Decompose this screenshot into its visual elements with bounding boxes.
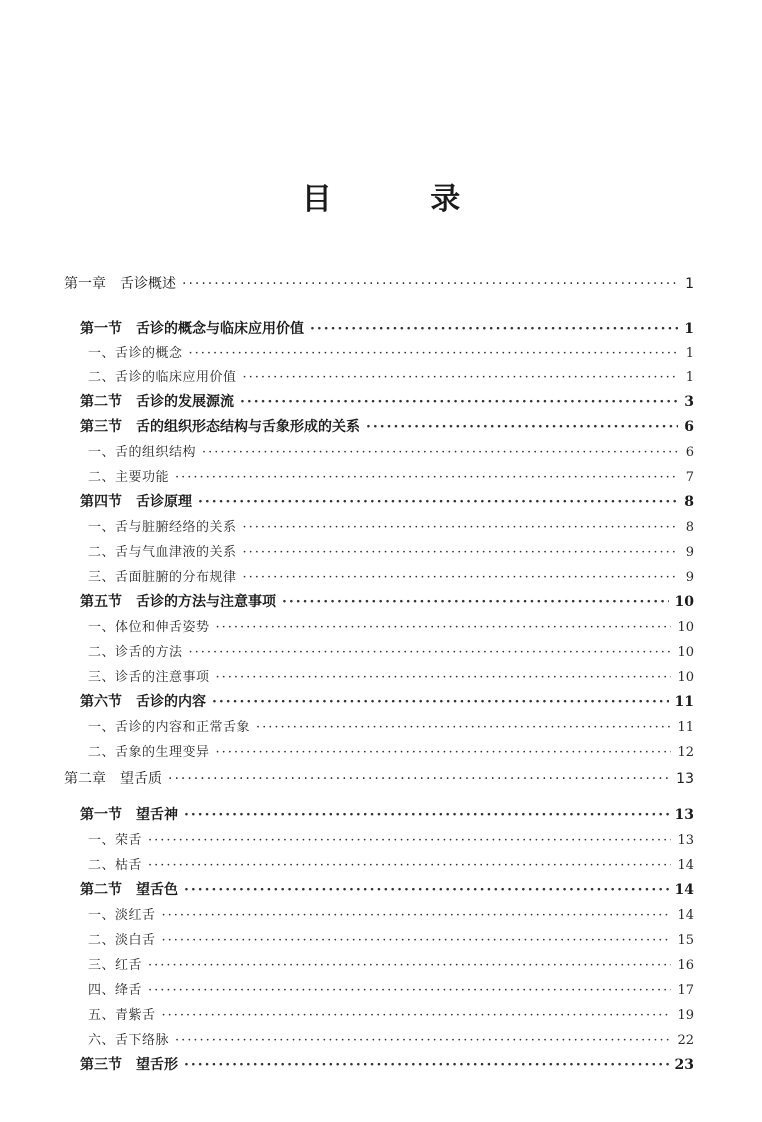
toc-page-number: 14 xyxy=(677,858,694,873)
toc-entry-item[interactable] xyxy=(88,566,694,585)
toc-page-number: 19 xyxy=(677,1008,694,1023)
toc-leader-dots xyxy=(216,670,672,685)
toc-entry-label xyxy=(80,416,360,436)
toc-page-number: 3 xyxy=(684,394,694,410)
toc-page-number: 9 xyxy=(685,570,694,585)
toc-leader-dots xyxy=(175,470,678,485)
toc-entry-item[interactable] xyxy=(88,854,694,873)
toc-entry-label xyxy=(88,1004,156,1023)
toc-entry-label xyxy=(80,804,178,824)
toc-entry-section[interactable] xyxy=(80,804,694,824)
toc-entry-number: 第六节 xyxy=(80,694,122,710)
toc-entry-chapter[interactable] xyxy=(64,273,694,293)
toc-entry-label xyxy=(80,591,276,611)
toc-page-number: 1 xyxy=(684,321,694,337)
toc-leader-dots xyxy=(148,833,671,848)
toc-entry-number: 第五节 xyxy=(80,594,122,610)
toc-entry-label xyxy=(88,979,142,998)
toc-leader-dots xyxy=(148,858,671,873)
toc-entry-item[interactable] xyxy=(88,342,694,361)
toc-entry-section[interactable] xyxy=(80,1054,694,1074)
toc-entry-label xyxy=(80,391,234,411)
toc-entry-number: 第一节 xyxy=(80,807,122,823)
toc-entry-title: 舌诊的概念与临床应用价值 xyxy=(136,321,304,337)
toc-entry-number: 第二节 xyxy=(80,882,122,898)
toc-leader-dots xyxy=(189,346,678,361)
toc-leader-dots xyxy=(310,321,678,337)
toc-entry-title: 舌诊概述 xyxy=(120,276,176,292)
toc-page-number: 13 xyxy=(674,807,694,823)
toc-entry-title: 六、舌下络脉 xyxy=(88,1033,170,1048)
toc-entry-title: 一、舌诊的内容和正常舌象 xyxy=(88,720,251,735)
toc-entry-number: 第一节 xyxy=(80,321,122,337)
toc-leader-dots xyxy=(148,983,671,998)
toc-entry-label xyxy=(88,641,183,660)
toc-page-number: 10 xyxy=(677,670,694,685)
toc-page-number: 12 xyxy=(677,745,694,760)
toc-entry-number: 第三节 xyxy=(80,419,122,435)
toc-page-number: 13 xyxy=(677,833,694,848)
toc-entry-item[interactable] xyxy=(88,904,694,923)
toc-entry-title: 一、荣舌 xyxy=(88,833,143,848)
toc-leader-dots xyxy=(202,445,678,460)
toc-entry-title: 五、青紫舌 xyxy=(88,1008,156,1023)
toc-page-number: 6 xyxy=(685,445,694,460)
toc-page-number: 10 xyxy=(677,645,694,660)
toc-entry-item[interactable] xyxy=(88,979,694,998)
toc-page-number: 10 xyxy=(674,594,694,610)
toc-entry-title: 二、主要功能 xyxy=(88,470,170,485)
toc-entry-title: 三、舌面脏腑的分布规律 xyxy=(88,570,237,585)
toc-entry-item[interactable] xyxy=(88,829,694,848)
toc-entry-label xyxy=(80,879,178,899)
toc-page-number: 15 xyxy=(677,933,694,948)
toc-page-number: 7 xyxy=(685,470,694,485)
toc-leader-dots xyxy=(366,419,678,435)
toc-entry-label xyxy=(88,929,156,948)
toc-entry-item[interactable] xyxy=(88,954,694,973)
toc-entry-title: 一、体位和伸舌姿势 xyxy=(88,620,210,635)
toc-entry-label xyxy=(88,566,237,585)
toc-page-number: 1 xyxy=(685,276,694,292)
toc-leader-dots xyxy=(162,933,672,948)
toc-page-number: 1 xyxy=(685,370,694,385)
toc-entry-title: 一、淡红舌 xyxy=(88,908,156,923)
toc-leader-dots xyxy=(184,807,669,823)
toc-entry-item[interactable] xyxy=(88,616,694,635)
toc-entry-number: 第二章 xyxy=(64,771,106,787)
toc-page-number: 11 xyxy=(674,694,694,710)
toc-entry-label xyxy=(80,1054,178,1074)
toc-entry-title: 四、绛舌 xyxy=(88,983,143,998)
toc-leader-dots xyxy=(189,645,672,660)
toc-entry-item[interactable] xyxy=(88,466,694,485)
toc-page-number: 11 xyxy=(677,720,694,735)
toc-entry-label xyxy=(88,741,210,760)
toc-entry-number: 第一章 xyxy=(64,276,106,292)
toc-entry-title: 三、红舌 xyxy=(88,958,143,973)
toc-entry-section[interactable] xyxy=(80,491,694,511)
toc-page-number: 14 xyxy=(674,882,694,898)
toc-entry-title: 二、舌与气血津液的关系 xyxy=(88,545,237,560)
toc-leader-dots xyxy=(256,720,671,735)
toc-entry-label xyxy=(80,318,304,338)
toc-leader-dots xyxy=(243,520,678,535)
toc-entry-title: 三、诊舌的注意事项 xyxy=(88,670,210,685)
toc-page-number: 9 xyxy=(685,545,694,560)
toc-page-number: 23 xyxy=(674,1057,694,1073)
toc-leader-dots xyxy=(212,694,669,710)
toc-entry-section[interactable] xyxy=(80,591,694,611)
toc-entry-number: 第三节 xyxy=(80,1057,122,1073)
toc-page-number: 1 xyxy=(685,346,694,361)
toc-leader-dots xyxy=(198,494,678,510)
toc-entry-title: 一、舌诊的概念 xyxy=(88,346,183,361)
toc-leader-dots xyxy=(175,1033,671,1048)
toc-page-number: 22 xyxy=(677,1033,694,1048)
toc-entry-item[interactable] xyxy=(88,666,694,685)
page-title: 目 录 xyxy=(301,182,505,217)
toc-entry-number: 第二节 xyxy=(80,394,122,410)
toc-entry-title: 望舌质 xyxy=(120,771,162,787)
toc-entry-chapter[interactable] xyxy=(64,768,694,788)
toc-leader-dots xyxy=(162,1008,672,1023)
toc-leader-dots xyxy=(182,276,678,292)
toc-entry-title: 望舌神 xyxy=(136,807,178,823)
toc-entry-label xyxy=(88,954,142,973)
toc-leader-dots xyxy=(184,1057,669,1073)
toc-leader-dots xyxy=(243,570,678,585)
toc-entry-section[interactable] xyxy=(80,691,694,711)
toc-entry-item[interactable] xyxy=(88,1029,694,1048)
toc-entry-item[interactable] xyxy=(88,641,694,660)
toc-entry-label xyxy=(88,541,237,560)
toc-entry-label xyxy=(64,768,162,788)
toc-leader-dots xyxy=(148,958,671,973)
toc-entry-title: 二、舌象的生理变异 xyxy=(88,745,210,760)
toc-entry-label xyxy=(88,666,210,685)
toc-leader-dots xyxy=(240,394,678,410)
toc-entry-item[interactable] xyxy=(88,741,694,760)
toc-entry-title: 二、舌诊的临床应用价值 xyxy=(88,370,237,385)
toc-entry-label xyxy=(88,1029,169,1048)
toc-entry-label xyxy=(88,366,237,385)
toc-leader-dots xyxy=(282,594,669,610)
toc-page-number: 16 xyxy=(677,958,694,973)
toc-entry-item[interactable] xyxy=(88,516,694,535)
toc-entry-title: 望舌形 xyxy=(136,1057,178,1073)
toc-entry-title: 舌的组织形态结构与舌象形成的关系 xyxy=(136,419,360,435)
toc-entry-section[interactable] xyxy=(80,416,694,436)
toc-entry-item[interactable] xyxy=(88,541,694,560)
toc-page-number: 17 xyxy=(677,983,694,998)
toc-entry-label xyxy=(88,516,237,535)
toc-leader-dots xyxy=(168,771,670,787)
toc-entry-item[interactable] xyxy=(88,716,694,735)
toc-leader-dots xyxy=(184,882,669,898)
toc-entry-section[interactable] xyxy=(80,318,694,338)
toc-entry-number: 第四节 xyxy=(80,494,122,510)
toc-entry-label xyxy=(88,829,142,848)
toc-entry-item[interactable] xyxy=(88,366,694,385)
toc-page-number: 6 xyxy=(684,419,694,435)
toc-entry-item[interactable] xyxy=(88,441,694,460)
toc-leader-dots xyxy=(162,908,672,923)
toc-entry-title: 舌诊的发展源流 xyxy=(136,394,234,410)
toc-page-number: 14 xyxy=(677,908,694,923)
toc-entry-label xyxy=(80,691,206,711)
toc-entry-title: 舌诊的方法与注意事项 xyxy=(136,594,276,610)
toc-entry-label xyxy=(88,441,196,460)
toc-entry-title: 一、舌的组织结构 xyxy=(88,445,197,460)
toc-entry-label xyxy=(88,716,250,735)
toc-entry-label xyxy=(88,342,183,361)
toc-entry-label xyxy=(64,273,176,293)
toc-entry-title: 二、淡白舌 xyxy=(88,933,156,948)
toc-entry-title: 二、枯舌 xyxy=(88,858,143,873)
toc-leader-dots xyxy=(216,620,672,635)
toc-entry-label xyxy=(88,466,169,485)
toc-page-number: 8 xyxy=(685,520,694,535)
toc-entry-label xyxy=(88,904,156,923)
toc-leader-dots xyxy=(216,745,672,760)
toc-entry-title: 二、诊舌的方法 xyxy=(88,645,183,660)
toc-entry-label xyxy=(88,616,210,635)
toc-entry-item[interactable] xyxy=(88,1004,694,1023)
toc-page-number: 8 xyxy=(684,494,694,510)
toc-entry-title: 舌诊的内容 xyxy=(136,694,206,710)
toc-entry-title: 望舌色 xyxy=(136,882,178,898)
toc-page-number: 10 xyxy=(677,620,694,635)
toc-entry-label xyxy=(88,854,142,873)
toc-entry-section[interactable] xyxy=(80,391,694,411)
toc-entry-item[interactable] xyxy=(88,929,694,948)
toc-entry-section[interactable] xyxy=(80,879,694,899)
toc-entry-title: 一、舌与脏腑经络的关系 xyxy=(88,520,237,535)
toc-entry-label xyxy=(80,491,192,511)
toc-leader-dots xyxy=(243,370,678,385)
toc-entry-title: 舌诊原理 xyxy=(136,494,192,510)
toc-leader-dots xyxy=(243,545,678,560)
toc-page-number: 13 xyxy=(676,771,694,787)
